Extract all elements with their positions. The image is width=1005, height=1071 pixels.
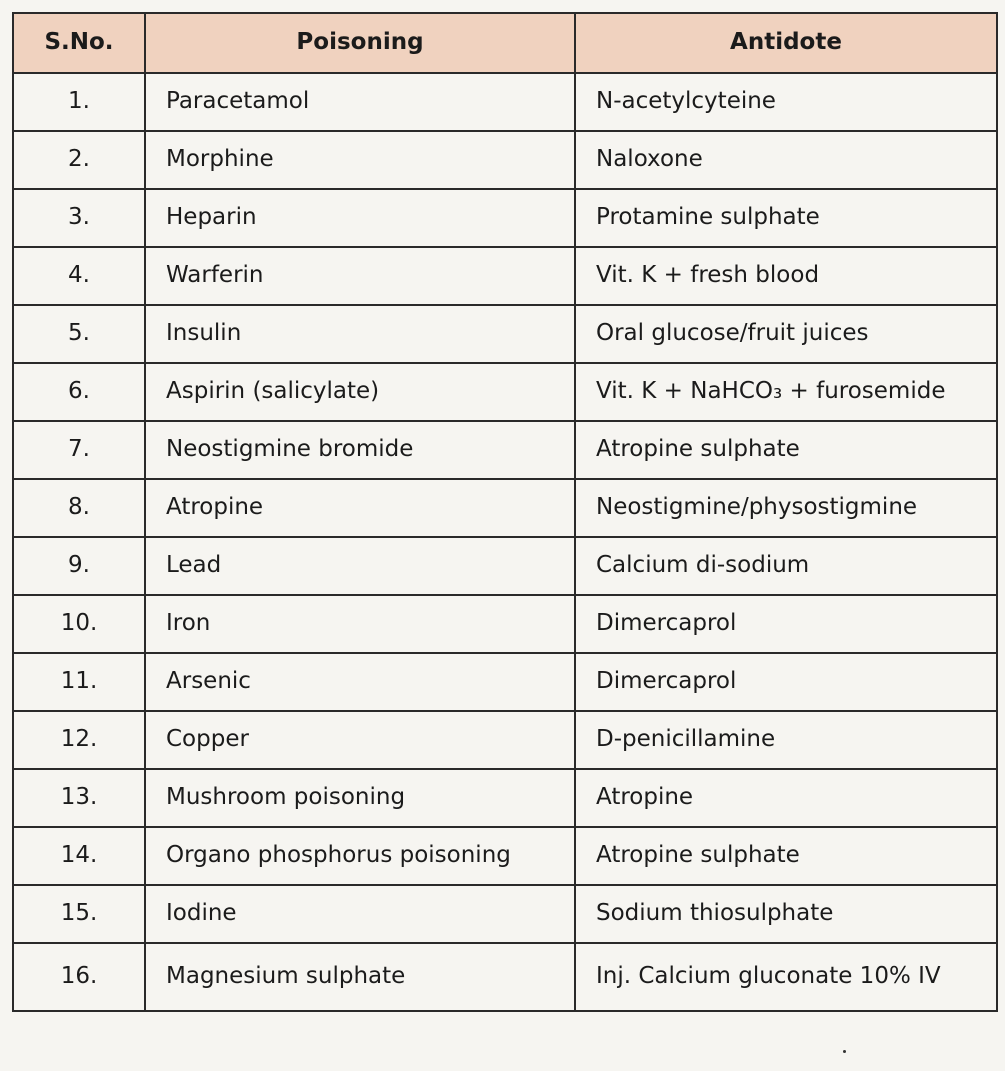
cell-sno: 14.: [13, 827, 145, 885]
cell-antidote: Naloxone: [575, 131, 997, 189]
cell-sno: 9.: [13, 537, 145, 595]
cell-poisoning: Iron: [145, 595, 575, 653]
table-body: [13, 73, 997, 1011]
cell-antidote: Atropine: [575, 769, 997, 827]
cell-antidote: D-penicillamine: [575, 711, 997, 769]
header-poisoning: Poisoning: [145, 13, 575, 73]
cell-poisoning: Arsenic: [145, 653, 575, 711]
cell-sno: 8.: [13, 479, 145, 537]
cell-poisoning: Copper: [145, 711, 575, 769]
table-row: [13, 131, 997, 189]
cell-sno: 11.: [13, 653, 145, 711]
cell-poisoning: Mushroom poisoning: [145, 769, 575, 827]
cell-poisoning: Paracetamol: [145, 73, 575, 131]
cell-poisoning: Morphine: [145, 131, 575, 189]
cell-sno: 2.: [13, 131, 145, 189]
cell-antidote: Calcium di-sodium: [575, 537, 997, 595]
cell-antidote: Protamine sulphate: [575, 189, 997, 247]
cell-sno: 12.: [13, 711, 145, 769]
cell-poisoning: Warferin: [145, 247, 575, 305]
cell-antidote: Atropine sulphate: [575, 827, 997, 885]
table-row: [13, 479, 997, 537]
cell-sno: 7.: [13, 421, 145, 479]
header-row: [13, 13, 997, 73]
cell-sno: 3.: [13, 189, 145, 247]
header-antidote: Antidote: [575, 13, 997, 73]
cell-sno: 6.: [13, 363, 145, 421]
cell-sno: 10.: [13, 595, 145, 653]
table-row: [13, 711, 997, 769]
table-row: [13, 827, 997, 885]
cell-poisoning: Organo phosphorus poisoning: [145, 827, 575, 885]
table-row: [13, 73, 997, 131]
header-sno: S.No.: [13, 13, 145, 73]
cell-poisoning: Magnesium sulphate: [145, 943, 575, 1011]
cell-antidote: Sodium thiosulphate: [575, 885, 997, 943]
table-row: [13, 421, 997, 479]
cell-poisoning: Insulin: [145, 305, 575, 363]
cell-antidote: Neostigmine/physostigmine: [575, 479, 997, 537]
table-row: [13, 305, 997, 363]
cell-antidote: Dimercaprol: [575, 653, 997, 711]
poisoning-antidote-table: [12, 12, 998, 1012]
cell-antidote: N-acetylcyteine: [575, 73, 997, 131]
cell-poisoning: Atropine: [145, 479, 575, 537]
cell-sno: 15.: [13, 885, 145, 943]
table-row: [13, 885, 997, 943]
table-row: [13, 537, 997, 595]
scan-speck: [843, 1050, 846, 1053]
table-row: [13, 595, 997, 653]
cell-antidote: Vit. K + fresh blood: [575, 247, 997, 305]
table-row: [13, 189, 997, 247]
cell-poisoning: Neostigmine bromide: [145, 421, 575, 479]
table-row: [13, 769, 997, 827]
cell-sno: 4.: [13, 247, 145, 305]
cell-antidote: Oral glucose/fruit juices: [575, 305, 997, 363]
cell-sno: 1.: [13, 73, 145, 131]
cell-poisoning: Aspirin (salicylate): [145, 363, 575, 421]
cell-poisoning: Heparin: [145, 189, 575, 247]
table-row: [13, 247, 997, 305]
cell-antidote: Atropine sulphate: [575, 421, 997, 479]
cell-antidote: Vit. K + NaHCO₃ + furosemide: [575, 363, 997, 421]
table-header: [13, 13, 997, 73]
cell-sno: 16.: [13, 943, 145, 1011]
table-row: [13, 653, 997, 711]
cell-poisoning: Lead: [145, 537, 575, 595]
table-row: [13, 363, 997, 421]
cell-antidote: Dimercaprol: [575, 595, 997, 653]
cell-antidote: Inj. Calcium gluconate 10% IV: [575, 943, 997, 1011]
table-row: [13, 943, 997, 1011]
cell-sno: 5.: [13, 305, 145, 363]
cell-poisoning: Iodine: [145, 885, 575, 943]
cell-sno: 13.: [13, 769, 145, 827]
